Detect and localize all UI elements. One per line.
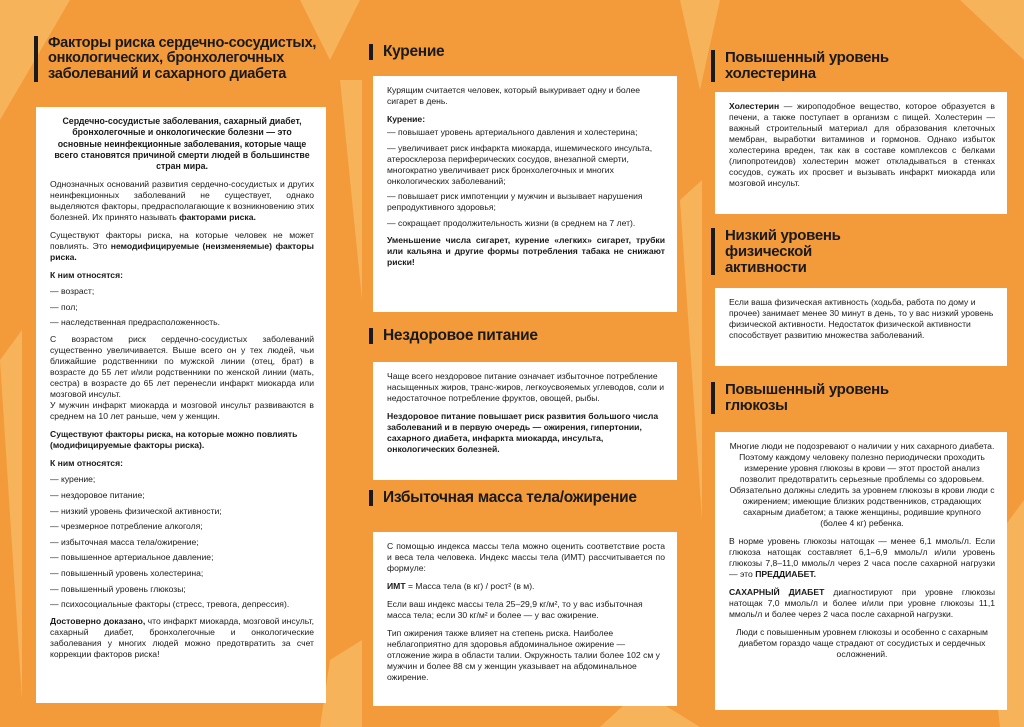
activity-title: Низкий уровень физической активности bbox=[711, 228, 885, 275]
list-item: — возраст; bbox=[50, 286, 95, 297]
risk-factors-card bbox=[36, 107, 326, 703]
list-item: — повышенный уровень холестерина; bbox=[50, 568, 204, 578]
paragraph: С помощью индекса массы тела можно оценить соответствие роста и веса тела человека. Индекс массы тела (ИМТ) рассчитывается по формуле: bbox=[387, 541, 665, 573]
non-modifiable-list bbox=[50, 286, 314, 328]
list-item: — пол; bbox=[50, 301, 78, 312]
weight-title: Избыточная масса тела/ожирение bbox=[369, 490, 663, 506]
food-card bbox=[373, 362, 677, 480]
list-heading: Курение: bbox=[387, 114, 426, 124]
list-item: — наследственная предрасположенность. bbox=[50, 317, 221, 328]
paragraph: Многие люди не подозревают о наличии у них сахарного диабета. Поэтому каждому человеку полезно периодически проходить измерение уровня глюкозы в крови — этот простой анализ позволит предотвратить серьезные проблемы со здоровьем. Обязательно должны следить за уровнем глюкозы в крови люди с ожирением; имеющие близких родственников, страдающих сахарным диабетом; а также женщины, родившие крупного (более 4 кг) ребенка. bbox=[729, 441, 995, 528]
list-heading: К ним относятся: bbox=[50, 458, 123, 469]
glucose-title: Повышенный уровень глюкозы bbox=[711, 382, 895, 414]
warning-text: Нездоровое питание повышает риск развития большого числа заболеваний и в первую очередь — ожирения, гипертонии, сахарного диабета, инфаркта миокарда, инсульта, онкологических болезней. bbox=[387, 411, 659, 454]
list-item: — курение; bbox=[50, 474, 96, 485]
conclusion-text: Достоверно доказано, что инфаркт миокарда, мозговой инсульт, сахарный диабет, бронхолегочные и онкологические заболевания у многих людей можно предотвратить за счет коррекции факторов риска! bbox=[50, 616, 314, 660]
intro-text: Сердечно-сосудистые заболевания, сахарный диабет, бронхолегочные и онкологические болезни — это основные неинфекционные заболевания, которые чаще всего становятся причиной смерти людей в большинстве стран мира. bbox=[54, 116, 310, 171]
paragraph: Чаще всего нездоровое питание означает избыточное потребление насыщенных жиров, транс-жиров, легкоусвояемых углеводов, соли и недостаточное потребление фруктов, овощей, рыбы. bbox=[387, 371, 665, 403]
warning-text: Уменьшение числа сигарет, курение «легких» сигарет, трубки или кальяна и другие формы потребления табака не снижают риски! bbox=[387, 234, 665, 267]
list-item: — повышает риск импотенции у мужчин и вызывает нарушения репродуктивного здоровья; bbox=[387, 191, 643, 213]
paragraph: В норме уровень глюкозы натощак — менее 6,1 ммоль/л. Если глюкоза натощак составляет 6,1–6,9 ммоль/л и/или уровень глюкозы 7,8–11,0 ммоль/л через 2 часа после сахарной нагрузки — это ПРЕДДИАБЕТ. bbox=[729, 536, 995, 579]
paragraph: Если ваш индекс массы тела 25–29,9 кг/м², то у вас избыточная масса тела; если 30 кг/м² и более — у вас ожирение. bbox=[387, 599, 643, 620]
weight-card bbox=[373, 532, 677, 706]
list-item: — повышенное артериальное давление; bbox=[50, 552, 214, 563]
paragraph: Существуют факторы риска, на которые можно повлиять (модифицируемые факторы риска). bbox=[50, 429, 298, 451]
paragraph: САХАРНЫЙ ДИАБЕТ диагностируют при уровне глюкозы натощак 7,0 ммоль/л и более и/или при уровне глюкозы 11,1 ммоль/л и более через 2 часа после сахарной нагрузки. bbox=[729, 587, 995, 619]
cholesterol-title: Повышенный уровень холестерина bbox=[711, 50, 895, 82]
list-item: — чрезмерное потребление алкоголя; bbox=[50, 521, 203, 532]
page-title: Факторы риска сердечно-сосудистых, онкологических, бронхолегочных заболеваний и сахарного диабета bbox=[34, 36, 318, 82]
paragraph: Курящим считается человек, который выкуривает одну и более сигарет в день. bbox=[387, 85, 641, 106]
list-item: — психосоциальные факторы (стресс, тревога, депрессия). bbox=[50, 599, 290, 610]
smoking-effects-list bbox=[387, 127, 665, 229]
paragraph: Существуют факторы риска, на которые человек не может повлиять. Это немодифицируемые (неизменяемые) факторы риска. bbox=[50, 230, 314, 263]
paragraph: Если ваша физическая активность (ходьба, работа по дому и прочее) занимает менее 30 минут в день, то у вас низкий уровень физической активности. Недостаток физической активности способствует развитию множества заболеваний. bbox=[729, 297, 994, 340]
list-heading: К ним относятся: bbox=[50, 270, 123, 281]
bmi-formula: ИМТ = Масса тела (в кг) / рост² (в м). bbox=[387, 581, 535, 591]
food-title: Нездоровое питание bbox=[369, 328, 663, 344]
paragraph: Холестерин — жироподобное вещество, которое образуется в печени, а также поступает в организм с пищей. Холестерин — важный строительный материал для образования клеточных мембран, выработки витаминов и гормонов. Однако избыток холестерина вреден, так как в составе комплексов с белками (липопротеидов) холестерин может откладываться в стенках сосудов, сужать их просвет и вызывать инфаркт миокарда или мозговой инсульт. bbox=[729, 101, 995, 188]
paragraph: Люди с повышенным уровнем глюкозы и особенно с сахарным диабетом гораздо чаще страдают от сосудистых и сердечных осложнений. bbox=[736, 627, 988, 659]
activity-card bbox=[715, 288, 1007, 366]
smoking-title: Курение bbox=[369, 44, 663, 60]
paragraph: С возрастом риск сердечно-сосудистых заболеваний существенно увеличивается. Выше всего он у тех людей, чьи ближайшие родственники по мужской линии (отец, брат) в возрасте до 55 лет и/или родственники по женской линии (мать, сестра) в возрасте до 65 лет перенесли инфаркт миокарда или мозговой инсульт. bbox=[50, 334, 314, 400]
list-item: — сокращает продолжительность жизни (в среднем на 7 лет). bbox=[387, 217, 636, 228]
smoking-card bbox=[373, 76, 677, 312]
paragraph: Однозначных оснований развития сердечно-сосудистых и других неинфекционных заболеваний не существует, однако выделяются факторы, предрасполагающие к возникновению этих болезней. Их принято называть факторами риска. bbox=[50, 179, 314, 223]
list-item: — повышает уровень артериального давления и холестерина; bbox=[387, 127, 638, 137]
glucose-card bbox=[715, 432, 1007, 710]
list-item: — повышенный уровень глюкозы; bbox=[50, 583, 186, 594]
paragraph: Тип ожирения также влияет на степень риска. Наиболее неблагоприятно для здоровья абдоминальное ожирение — отложение жира в области талии. Окружность талии более 102 см у мужчин и более 88 см у женщин указывает на абдоминальное ожирение. bbox=[387, 628, 660, 682]
paragraph: У мужчин инфаркт миокарда и мозговой инсульт развиваются в среднем на 10 лет раньше, чем у женщин. bbox=[50, 400, 314, 422]
list-item: — избыточная масса тела/ожирение; bbox=[50, 536, 199, 547]
list-item: — нездоровое питание; bbox=[50, 490, 145, 501]
list-item: — низкий уровень физической активности; bbox=[50, 505, 222, 516]
cholesterol-card bbox=[715, 92, 1007, 214]
modifiable-list bbox=[50, 474, 314, 610]
list-item: — увеличивает риск инфаркта миокарда, ишемического инсульта, атеросклероза периферических сосудов, внезапной смерти, многократно увеличивает риск бронхолегочных и многих онкологических заболеваний; bbox=[387, 142, 653, 186]
